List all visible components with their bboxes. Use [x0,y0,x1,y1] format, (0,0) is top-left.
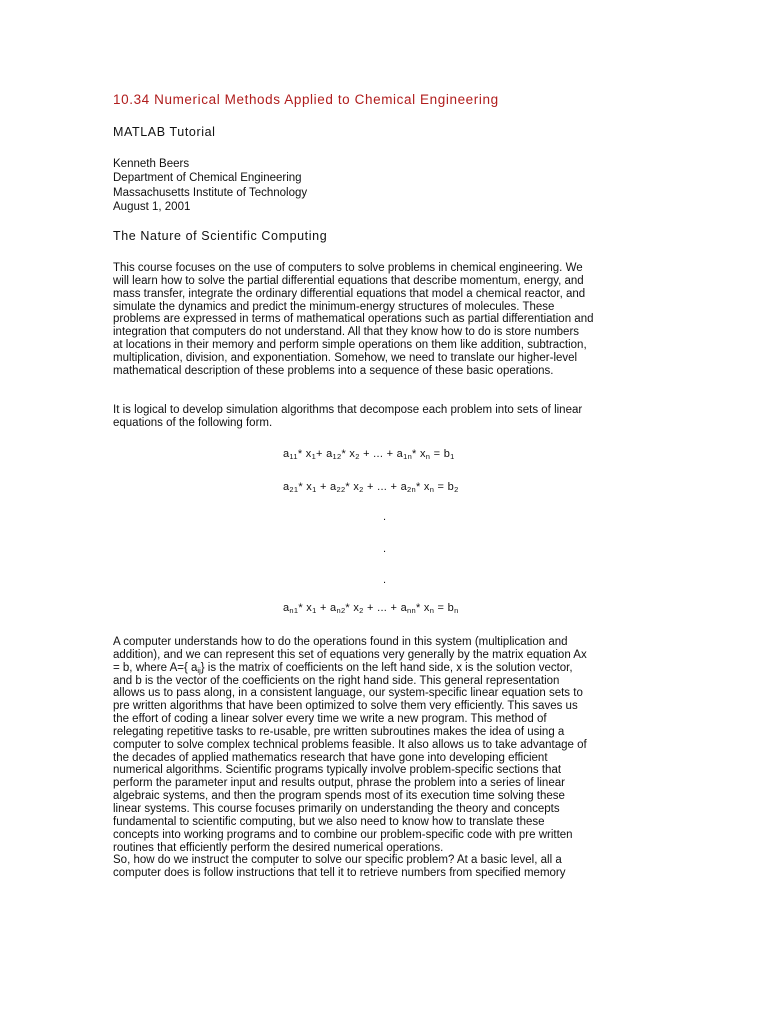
text-line: the decades of applied mathematics research that have gone into developing efficient [113,751,548,764]
ellipsis-dot: . [383,543,387,555]
text-line: computer to solve complex technical problems feasible. It also allows us to take advantage of [113,738,587,751]
text-line: addition), and we can represent this set of equations very generally by the matrix equation Ax [113,648,587,661]
text-line: concepts into working programs and to combine our problem-specific code with pre written [113,828,573,841]
text-line: equations of the following form. [113,416,273,429]
course-title: 10.34 Numerical Methods Applied to Chemical Engineering [113,92,499,107]
equation-row-n: $a_{n1}*$ $x_1 + a_{n2}*$ $x_2$ + ... + $a_{nn}*$ $x_n = b_n$ [283,602,459,615]
text-line: pre written algorithms that have been optimized to solve them very efficiently. This saves us [113,700,578,713]
text-line: simulate the dynamics and predict the minimum-energy structures of molecules. These [113,300,555,313]
text-line: algebraic systems, and then the program spends most of its execution time solving these [113,790,565,803]
section-heading: The Nature of Scientific Computing [113,229,328,243]
text-line: at locations in their memory and perform simple operations on them like addition, subtraction, [113,339,587,352]
text-line: linear systems. This course focuses primarily on understanding the theory and concepts [113,802,560,815]
text-line: perform the parameter input and results output, phrase the problem into a series of linear [113,777,565,790]
paragraph-linear-equations [113,404,658,430]
text-line: This course focuses on the use of computers to solve problems in chemical engineering. We [113,262,583,274]
paragraph-intro [113,262,658,378]
author-institution: Massachusetts Institute of Technology [113,186,308,199]
author-department: Department of Chemical Engineering [113,172,302,185]
text-line: integration that computers do not understand. All that they know how to do is store numbers [113,326,580,339]
text-line: will learn how to solve the partial differential equations that describe momentum, energy, and [113,274,584,287]
text-line: numerical algorithms. Scientific programs typically involve problem-specific sections that [113,764,562,777]
text-line: and b is the vector of the coefficients on the right hand side. This general representation [113,674,560,687]
ellipsis-dot: . [383,511,387,523]
paragraph-matrix-representation [113,636,658,880]
text-line: fundamental to scientific computing, but we also need to know how to translate these [113,815,545,828]
document-date: August 1, 2001 [113,200,191,213]
text-line: the effort of coding a linear solver every time we write a new program. This method of [113,713,547,726]
text-line: mass transfer, integrate the ordinary differential equations that model a chemical reactor, and [113,287,586,300]
author-name: Kenneth Beers [113,158,190,170]
text-line: A computer understands how to do the operations found in this system (multiplication and [113,636,568,648]
text-line: multiplication, division, and exponentiation. Somehow, we need to translate our higher-level [113,351,578,364]
text-line: computer does is follow instructions that tell it to retrieve numbers from specified memory [113,867,566,880]
text-line: allows us to pass along, in a consistent language, our system-specific linear equation sets to [113,687,583,700]
text-line: routines that efficiently perform the desired numerical operations. [113,841,444,854]
text-line: It is logical to develop simulation algorithms that decompose each problem into sets of linear [113,404,583,416]
text-line: problems are expressed in terms of mathematical operations such as partial differentiation and [113,313,594,326]
document-subtitle: MATLAB Tutorial [113,125,216,139]
text-line: relegating repetitive tasks to re-usable, pre written subroutines makes the idea of using a [113,725,565,738]
equation-row-1: $a_{11}*$ $x_1+ a_{12}*$ $x_2$ + ... + $a_{1n}*$ $x_n = b_1$ [283,448,455,461]
equation-row-2: $a_{21}*$ $x_1 + a_{22}*$ $x_2$ + ... + $a_{2n}*$ $x_n = b_2$ [283,481,459,494]
ellipsis-dot: . [383,574,387,586]
text-line: = b, where A={ $a_{ij}$} is the matrix of coefficients on the left hand side, x is the solution vector, [113,661,573,675]
author-block [113,157,307,214]
text-line: So, how do we instruct the computer to solve our specific problem? At a basic level, all a [113,854,562,867]
text-line: mathematical description of these problems into a sequence of these basic operations. [113,364,554,377]
